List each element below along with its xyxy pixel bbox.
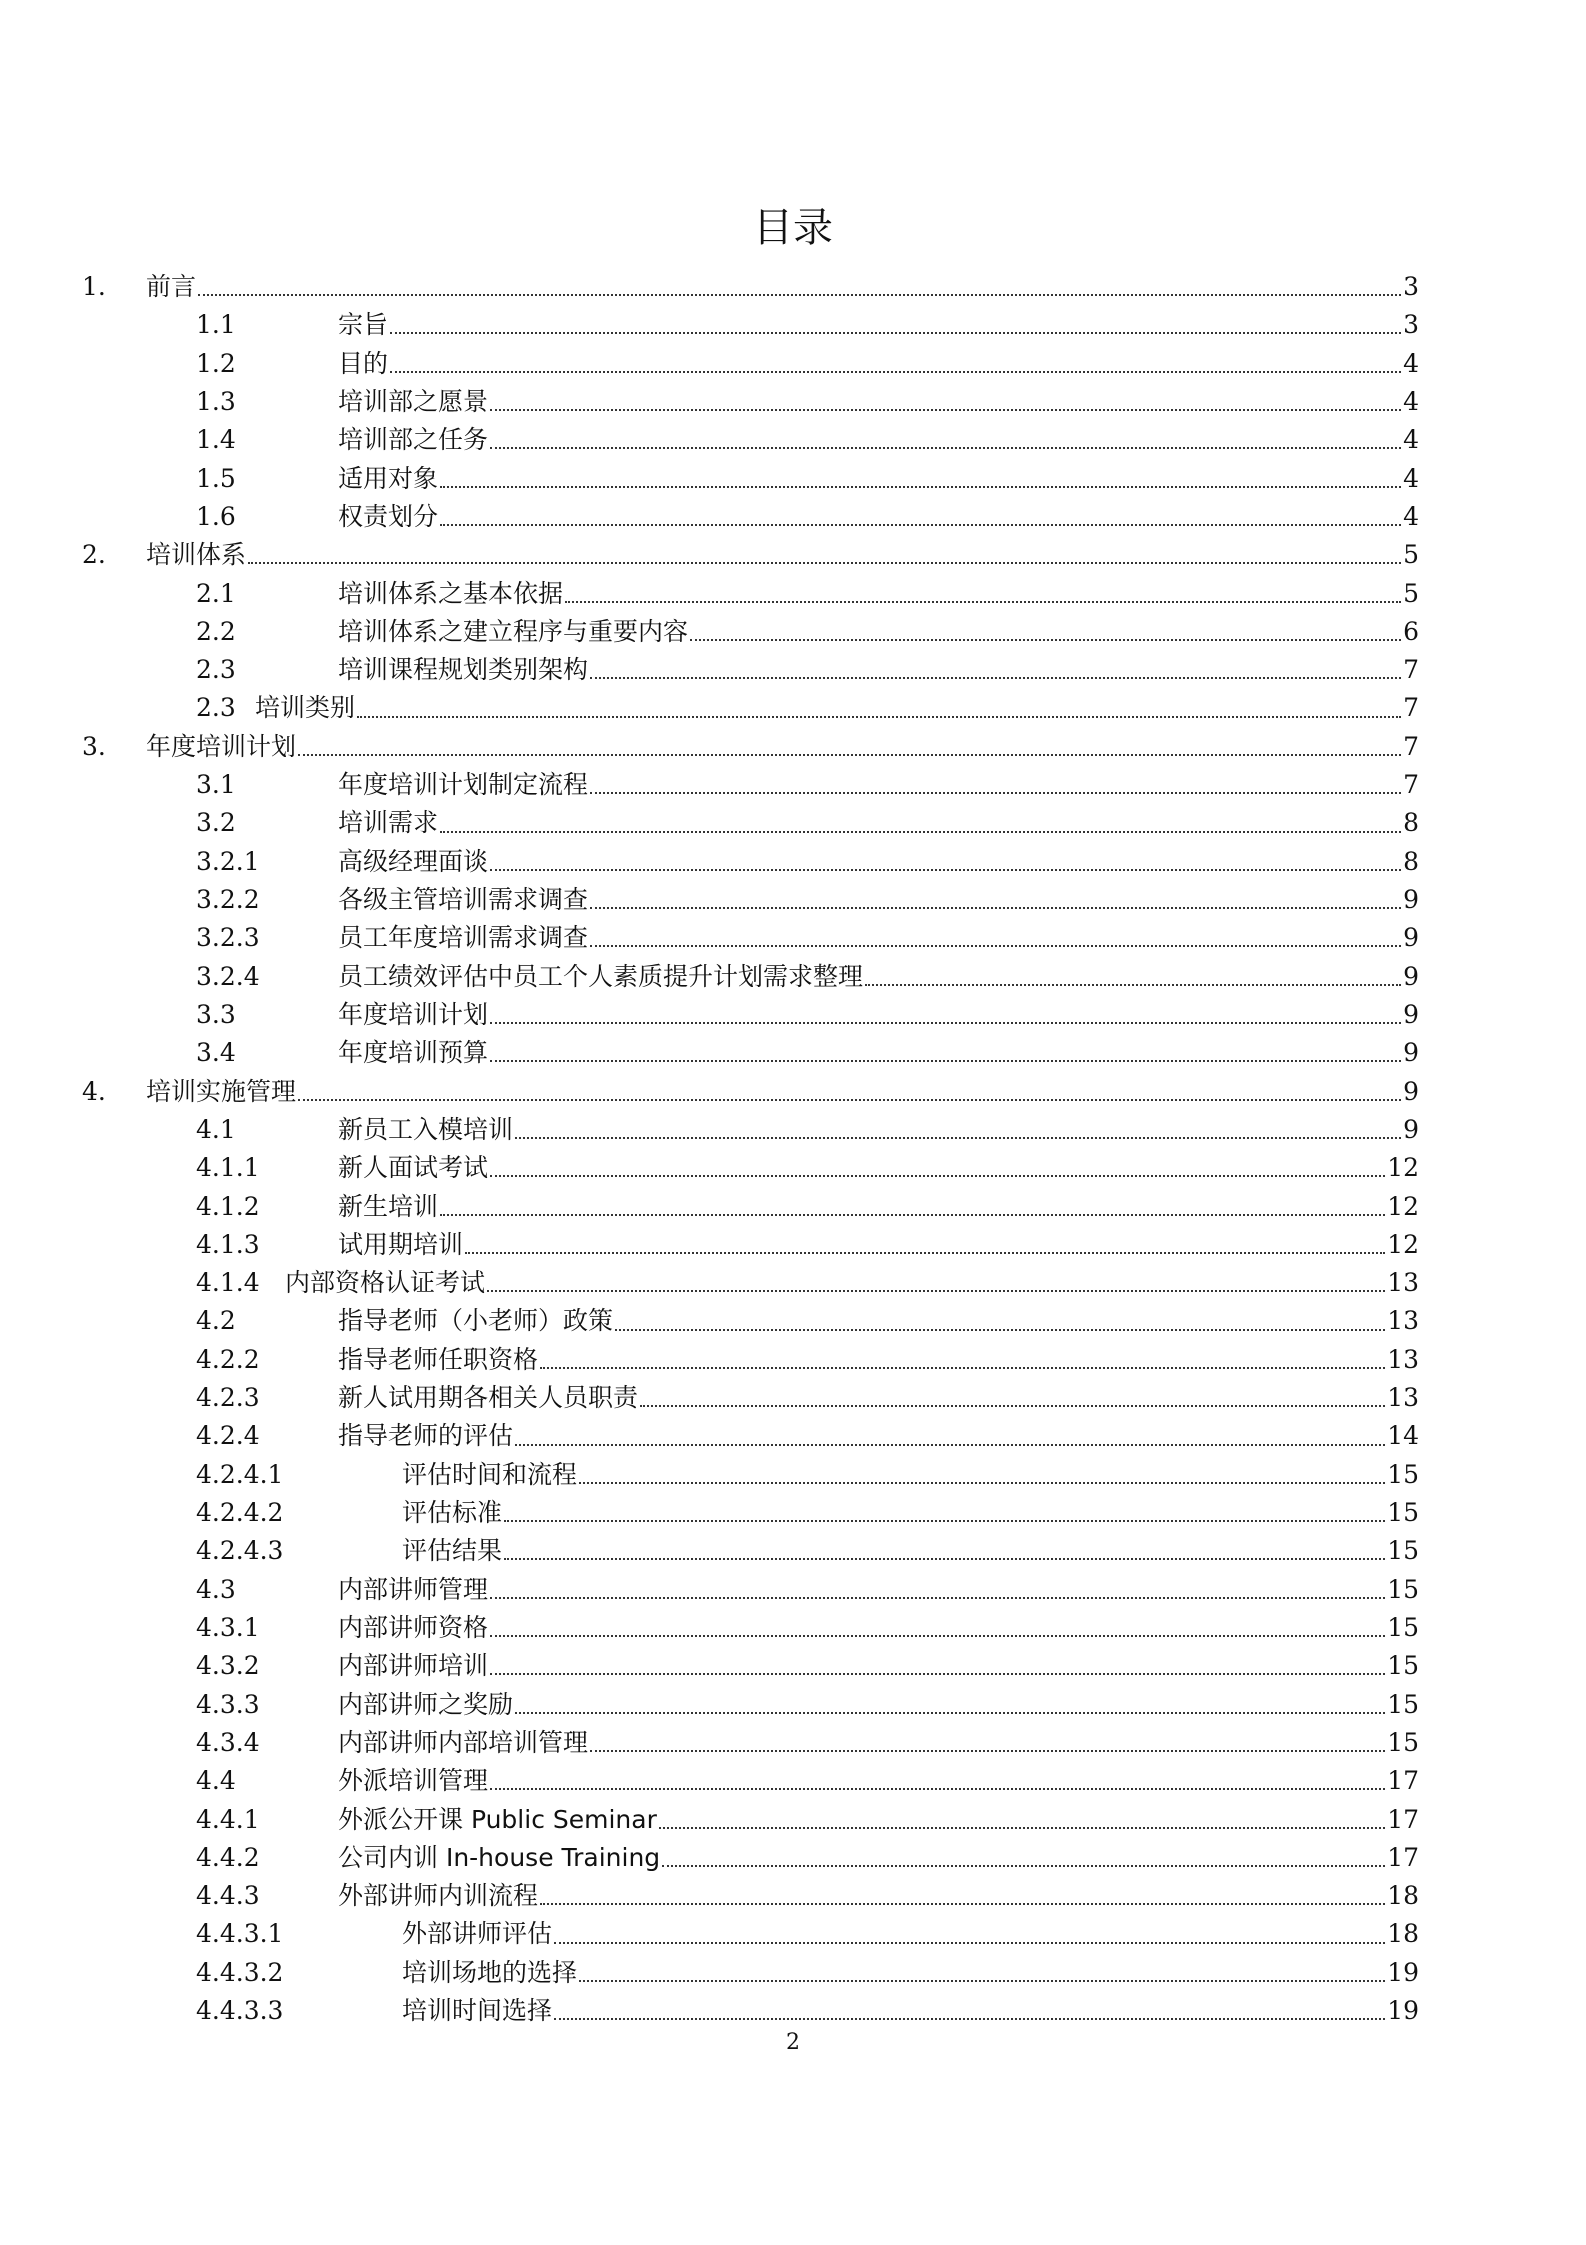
toc-entry-number: 2.3 bbox=[196, 693, 236, 723]
toc-entry[interactable] bbox=[0, 1762, 1586, 1800]
toc-entry-page: 7 bbox=[1403, 693, 1419, 723]
toc-entry-page: 7 bbox=[1403, 731, 1419, 761]
dot-leader bbox=[579, 1482, 1385, 1484]
dot-leader bbox=[554, 2018, 1385, 2020]
toc-entry-number: 4.1 bbox=[196, 1114, 236, 1144]
toc-entry[interactable] bbox=[0, 958, 1586, 996]
dot-leader bbox=[490, 869, 1401, 871]
toc-entry-page: 13 bbox=[1387, 1268, 1419, 1298]
toc-entry-page: 9 bbox=[1403, 1114, 1419, 1144]
toc-entry-page: 12 bbox=[1387, 1153, 1419, 1183]
toc-entry-number: 3.2.2 bbox=[196, 885, 260, 914]
toc-entry-number: 4.1.3 bbox=[196, 1229, 260, 1259]
toc-entry-title: 培训体系之基本依据 bbox=[338, 578, 564, 608]
toc-entry[interactable] bbox=[0, 460, 1586, 498]
toc-entry-page: 6 bbox=[1403, 616, 1419, 646]
toc-entry[interactable] bbox=[0, 1992, 1586, 2030]
toc-entry-title: 内部讲师之奖励 bbox=[338, 1689, 514, 1719]
toc-entry-title: 年度培训计划 bbox=[146, 731, 297, 761]
toc-entry-number: 4.3.2 bbox=[196, 1651, 260, 1681]
toc-entry-title: 高级经理面谈 bbox=[338, 846, 489, 876]
toc-entry-page: 9 bbox=[1403, 1076, 1419, 1106]
toc-entry-number: 1.5 bbox=[196, 463, 236, 493]
toc-entry-number: 4.4 bbox=[196, 1766, 236, 1796]
toc-entry-page: 5 bbox=[1403, 540, 1419, 570]
toc-entry-page: 15 bbox=[1387, 1727, 1419, 1757]
toc-entry-page: 19 bbox=[1387, 1957, 1419, 1987]
toc-entry-number: 2. bbox=[82, 540, 106, 570]
table-of-contents bbox=[0, 268, 1586, 2030]
toc-entry-number: 1.1 bbox=[196, 310, 236, 340]
toc-entry[interactable] bbox=[0, 1494, 1586, 1532]
toc-entry-page: 12 bbox=[1387, 1191, 1419, 1221]
toc-entry-title: 培训体系 bbox=[146, 540, 247, 570]
toc-entry-number: 4.2.2 bbox=[196, 1344, 260, 1374]
toc-entry-title: 目的 bbox=[338, 348, 389, 378]
toc-entry-title: 新人试用期各相关人员职责 bbox=[338, 1383, 639, 1413]
toc-entry[interactable] bbox=[0, 1188, 1586, 1226]
toc-entry-number: 1.3 bbox=[196, 386, 236, 416]
toc-entry-page: 3 bbox=[1403, 310, 1419, 340]
toc-entry-page: 9 bbox=[1403, 1038, 1419, 1068]
toc-entry-page: 18 bbox=[1387, 1881, 1419, 1911]
toc-entry-number: 1.2 bbox=[196, 348, 236, 378]
toc-entry-page: 3 bbox=[1403, 272, 1419, 301]
toc-entry-page: 7 bbox=[1403, 655, 1419, 685]
toc-entry-page: 17 bbox=[1387, 1766, 1419, 1796]
dot-leader bbox=[198, 294, 1401, 296]
dot-leader bbox=[490, 1635, 1385, 1637]
toc-entry-number: 1.4 bbox=[196, 425, 236, 455]
toc-entry-number: 3.2 bbox=[196, 808, 236, 838]
toc-entry-title: 培训需求 bbox=[338, 808, 439, 838]
toc-entry-title: 内部讲师管理 bbox=[338, 1574, 489, 1604]
toc-entry-page: 15 bbox=[1387, 1689, 1419, 1719]
toc-entry-page: 4 bbox=[1403, 386, 1419, 416]
toc-entry-number: 4.2.4 bbox=[196, 1421, 260, 1451]
toc-entry-page: 5 bbox=[1403, 578, 1419, 608]
dot-leader bbox=[490, 1175, 1385, 1177]
toc-entry-title: 前言 bbox=[146, 272, 197, 301]
toc-entry-number: 2.1 bbox=[196, 578, 236, 608]
toc-entry-title: 员工年度培训需求调查 bbox=[338, 923, 589, 953]
toc-entry-title: 外派公开课 Public Seminar bbox=[338, 1804, 657, 1834]
toc-entry-number: 4.4.3.1 bbox=[196, 1919, 284, 1949]
toc-entry-number: 3.2.4 bbox=[196, 961, 260, 991]
dot-leader bbox=[590, 1750, 1385, 1752]
dot-leader bbox=[490, 1597, 1385, 1599]
toc-entry[interactable] bbox=[0, 1877, 1586, 1915]
toc-entry-number: 2.3 bbox=[196, 655, 236, 685]
toc-entry-title: 员工绩效评估中员工个人素质提升计划需求整理 bbox=[338, 961, 864, 991]
toc-entry-title: 年度培训预算 bbox=[338, 1038, 489, 1068]
dot-leader bbox=[659, 1827, 1385, 1829]
toc-entry-page: 17 bbox=[1387, 1804, 1419, 1834]
toc-entry-number: 3.1 bbox=[196, 770, 236, 800]
toc-entry[interactable] bbox=[0, 1839, 1586, 1877]
dot-leader bbox=[579, 1980, 1385, 1982]
dot-leader bbox=[504, 1520, 1385, 1522]
toc-entry[interactable] bbox=[0, 728, 1586, 766]
toc-entry[interactable] bbox=[0, 421, 1586, 459]
toc-entry[interactable] bbox=[0, 1149, 1586, 1187]
dot-leader bbox=[490, 1788, 1385, 1790]
toc-entry[interactable] bbox=[0, 306, 1586, 344]
toc-entry-number: 4.2.4.3 bbox=[196, 1536, 284, 1566]
toc-entry[interactable] bbox=[0, 1302, 1586, 1340]
toc-entry-title: 评估结果 bbox=[402, 1536, 503, 1566]
toc-entry[interactable] bbox=[0, 1341, 1586, 1379]
toc-entry[interactable] bbox=[0, 345, 1586, 383]
toc-entry[interactable] bbox=[0, 383, 1586, 421]
toc-entry[interactable] bbox=[0, 1034, 1586, 1072]
toc-entry-page: 9 bbox=[1403, 961, 1419, 991]
toc-entry-title: 指导老师（小老师）政策 bbox=[338, 1306, 614, 1336]
toc-entry[interactable] bbox=[0, 1379, 1586, 1417]
toc-entry-number: 4.3.4 bbox=[196, 1727, 260, 1757]
toc-entry-number: 1.6 bbox=[196, 501, 236, 531]
dot-leader bbox=[504, 1558, 1385, 1560]
dot-leader bbox=[540, 1367, 1385, 1369]
toc-entry-number: 4.2.4.1 bbox=[196, 1459, 284, 1489]
toc-entry-title: 新员工入模培训 bbox=[338, 1114, 514, 1144]
toc-entry-title: 培训类别 bbox=[255, 693, 356, 723]
dot-leader bbox=[298, 1099, 1401, 1101]
toc-entry-title: 内部讲师培训 bbox=[338, 1651, 489, 1681]
toc-entry-title: 内部讲师资格 bbox=[338, 1612, 489, 1642]
toc-entry[interactable] bbox=[0, 1073, 1586, 1111]
dot-leader bbox=[590, 792, 1401, 794]
toc-entry-page: 4 bbox=[1403, 463, 1419, 493]
dot-leader bbox=[515, 1137, 1401, 1139]
toc-entry[interactable] bbox=[0, 996, 1586, 1034]
toc-entry[interactable] bbox=[0, 268, 1586, 306]
toc-entry[interactable] bbox=[0, 613, 1586, 651]
toc-entry-number: 4.4.3.3 bbox=[196, 1996, 284, 2026]
toc-entry-title: 培训场地的选择 bbox=[402, 1957, 578, 1987]
toc-entry-page: 12 bbox=[1387, 1229, 1419, 1259]
toc-entry-title: 宗旨 bbox=[338, 310, 389, 340]
toc-entry[interactable] bbox=[0, 689, 1586, 727]
toc-entry-page: 13 bbox=[1387, 1344, 1419, 1374]
toc-entry-title: 适用对象 bbox=[338, 463, 439, 493]
toc-entry[interactable] bbox=[0, 1954, 1586, 1992]
toc-entry-page: 15 bbox=[1387, 1536, 1419, 1566]
toc-entry-page: 4 bbox=[1403, 348, 1419, 378]
toc-entry-page: 9 bbox=[1403, 999, 1419, 1029]
toc-entry-page: 8 bbox=[1403, 808, 1419, 838]
dot-leader bbox=[440, 524, 1401, 526]
toc-entry-title: 培训体系之建立程序与重要内容 bbox=[338, 616, 689, 646]
toc-entry-title: 指导老师的评估 bbox=[338, 1421, 514, 1451]
toc-entry-number: 4.3 bbox=[196, 1574, 236, 1604]
toc-entry-page: 17 bbox=[1387, 1842, 1419, 1872]
toc-entry-page: 15 bbox=[1387, 1574, 1419, 1604]
toc-entry-page: 15 bbox=[1387, 1651, 1419, 1681]
toc-entry-title: 年度培训计划制定流程 bbox=[338, 770, 589, 800]
dot-leader bbox=[615, 1329, 1385, 1331]
toc-entry-number: 3. bbox=[82, 731, 106, 761]
toc-entry-number: 4.4.1 bbox=[196, 1804, 260, 1834]
dot-leader bbox=[390, 371, 1401, 373]
toc-entry[interactable] bbox=[0, 1264, 1586, 1302]
toc-entry-title: 内部讲师内部培训管理 bbox=[338, 1727, 589, 1757]
toc-entry-page: 13 bbox=[1387, 1306, 1419, 1336]
dot-leader bbox=[465, 1252, 1385, 1254]
toc-entry-title: 指导老师任职资格 bbox=[338, 1344, 539, 1374]
toc-entry-number: 4.4.2 bbox=[196, 1842, 260, 1872]
toc-entry-page: 9 bbox=[1403, 923, 1419, 953]
toc-entry-number: 4.3.1 bbox=[196, 1612, 260, 1642]
toc-entry-page: 18 bbox=[1387, 1919, 1419, 1949]
toc-entry-title: 外部讲师内训流程 bbox=[338, 1881, 539, 1911]
toc-entry[interactable] bbox=[0, 1686, 1586, 1724]
toc-entry[interactable] bbox=[0, 498, 1586, 536]
toc-entry-title: 评估标准 bbox=[402, 1498, 503, 1527]
toc-entry-number: 3.4 bbox=[196, 1038, 236, 1068]
toc-entry[interactable] bbox=[0, 1456, 1586, 1494]
toc-entry-title: 评估时间和流程 bbox=[402, 1459, 578, 1489]
dot-leader bbox=[640, 1405, 1385, 1407]
toc-entry-title: 试用期培训 bbox=[338, 1229, 464, 1259]
toc-entry[interactable] bbox=[0, 1724, 1586, 1762]
toc-entry-title: 培训实施管理 bbox=[146, 1076, 297, 1106]
toc-entry-page: 14 bbox=[1387, 1421, 1419, 1451]
toc-entry-title: 内部资格认证考试 bbox=[285, 1268, 486, 1298]
toc-entry-title: 培训课程规划类别架构 bbox=[338, 655, 589, 685]
toc-entry-number: 4.1.2 bbox=[196, 1191, 260, 1221]
toc-entry-number: 4. bbox=[82, 1076, 106, 1106]
toc-entry-title: 权责划分 bbox=[338, 501, 439, 531]
toc-entry-page: 13 bbox=[1387, 1383, 1419, 1413]
toc-entry[interactable] bbox=[0, 881, 1586, 919]
toc-entry-number: 3.3 bbox=[196, 999, 236, 1029]
toc-entry[interactable] bbox=[0, 919, 1586, 957]
toc-entry[interactable] bbox=[0, 1417, 1586, 1455]
dot-leader bbox=[440, 486, 1401, 488]
dot-leader bbox=[440, 831, 1401, 833]
dot-leader bbox=[440, 1214, 1385, 1216]
toc-entry-title: 各级主管培训需求调查 bbox=[338, 885, 589, 914]
toc-entry[interactable] bbox=[0, 1571, 1586, 1609]
dot-leader bbox=[298, 754, 1401, 756]
toc-entry-page: 15 bbox=[1387, 1498, 1419, 1527]
dot-leader bbox=[554, 1942, 1385, 1944]
dot-leader bbox=[515, 1444, 1385, 1446]
dot-leader bbox=[487, 1290, 1385, 1292]
dot-leader bbox=[490, 1060, 1401, 1062]
toc-entry[interactable] bbox=[0, 575, 1586, 613]
dot-leader bbox=[490, 447, 1401, 449]
dot-leader bbox=[565, 601, 1401, 603]
toc-entry-number: 2.2 bbox=[196, 616, 236, 646]
toc-entry-title: 培训时间选择 bbox=[402, 1996, 553, 2026]
toc-entry-title: 新人面试考试 bbox=[338, 1153, 489, 1183]
toc-entry[interactable] bbox=[0, 1226, 1586, 1264]
toc-entry-title: 公司内训 In-house Training bbox=[338, 1842, 661, 1872]
toc-entry-number: 4.2 bbox=[196, 1306, 236, 1336]
toc-entry-page: 15 bbox=[1387, 1612, 1419, 1642]
dot-leader bbox=[490, 409, 1401, 411]
dot-leader bbox=[490, 1022, 1401, 1024]
toc-entry[interactable] bbox=[0, 1111, 1586, 1149]
toc-entry-page: 9 bbox=[1403, 885, 1419, 914]
toc-entry[interactable] bbox=[0, 651, 1586, 689]
toc-entry[interactable] bbox=[0, 1532, 1586, 1570]
toc-entry-number: 4.4.3.2 bbox=[196, 1957, 284, 1987]
toc-entry-page: 8 bbox=[1403, 846, 1419, 876]
toc-entry[interactable] bbox=[0, 1801, 1586, 1839]
dot-leader bbox=[690, 639, 1401, 641]
toc-entry-number: 4.1.4 bbox=[196, 1268, 260, 1298]
toc-entry-title: 年度培训计划 bbox=[338, 999, 489, 1029]
toc-entry-title: 新生培训 bbox=[338, 1191, 439, 1221]
page-number: 2 bbox=[786, 2030, 800, 2055]
toc-entry-title: 培训部之任务 bbox=[338, 425, 489, 455]
dot-leader bbox=[590, 677, 1401, 679]
toc-entry-title: 外部讲师评估 bbox=[402, 1919, 553, 1949]
toc-entry-number: 3.2.3 bbox=[196, 923, 260, 953]
toc-entry-page: 4 bbox=[1403, 501, 1419, 531]
toc-entry-number: 3.2.1 bbox=[196, 846, 260, 876]
dot-leader bbox=[357, 716, 1401, 718]
dot-leader bbox=[248, 562, 1401, 564]
toc-entry-page: 4 bbox=[1403, 425, 1419, 455]
dot-leader bbox=[540, 1903, 1385, 1905]
page-title: 目录 bbox=[753, 205, 833, 251]
toc-entry[interactable] bbox=[0, 804, 1586, 842]
toc-entry-number: 4.2.3 bbox=[196, 1383, 260, 1413]
toc-entry-title: 外派培训管理 bbox=[338, 1766, 489, 1796]
toc-entry-title: 培训部之愿景 bbox=[338, 386, 489, 416]
dot-leader bbox=[490, 1673, 1385, 1675]
dot-leader bbox=[515, 1712, 1385, 1714]
toc-entry-number: 4.2.4.2 bbox=[196, 1498, 284, 1527]
toc-entry-number: 1. bbox=[82, 272, 106, 301]
dot-leader bbox=[390, 332, 1401, 334]
dot-leader bbox=[590, 945, 1401, 947]
dot-leader bbox=[590, 907, 1401, 909]
dot-leader bbox=[865, 984, 1401, 986]
toc-entry-number: 4.4.3 bbox=[196, 1881, 260, 1911]
toc-entry[interactable] bbox=[0, 1647, 1586, 1685]
toc-entry-number: 4.3.3 bbox=[196, 1689, 260, 1719]
toc-entry-page: 19 bbox=[1387, 1996, 1419, 2026]
toc-entry[interactable] bbox=[0, 536, 1586, 574]
dot-leader bbox=[662, 1865, 1385, 1867]
toc-entry-page: 7 bbox=[1403, 770, 1419, 800]
toc-entry[interactable] bbox=[0, 766, 1586, 804]
toc-entry-number: 4.1.1 bbox=[196, 1153, 260, 1183]
toc-entry[interactable] bbox=[0, 1609, 1586, 1647]
toc-entry[interactable] bbox=[0, 1915, 1586, 1953]
toc-entry[interactable] bbox=[0, 843, 1586, 881]
toc-entry-page: 15 bbox=[1387, 1459, 1419, 1489]
